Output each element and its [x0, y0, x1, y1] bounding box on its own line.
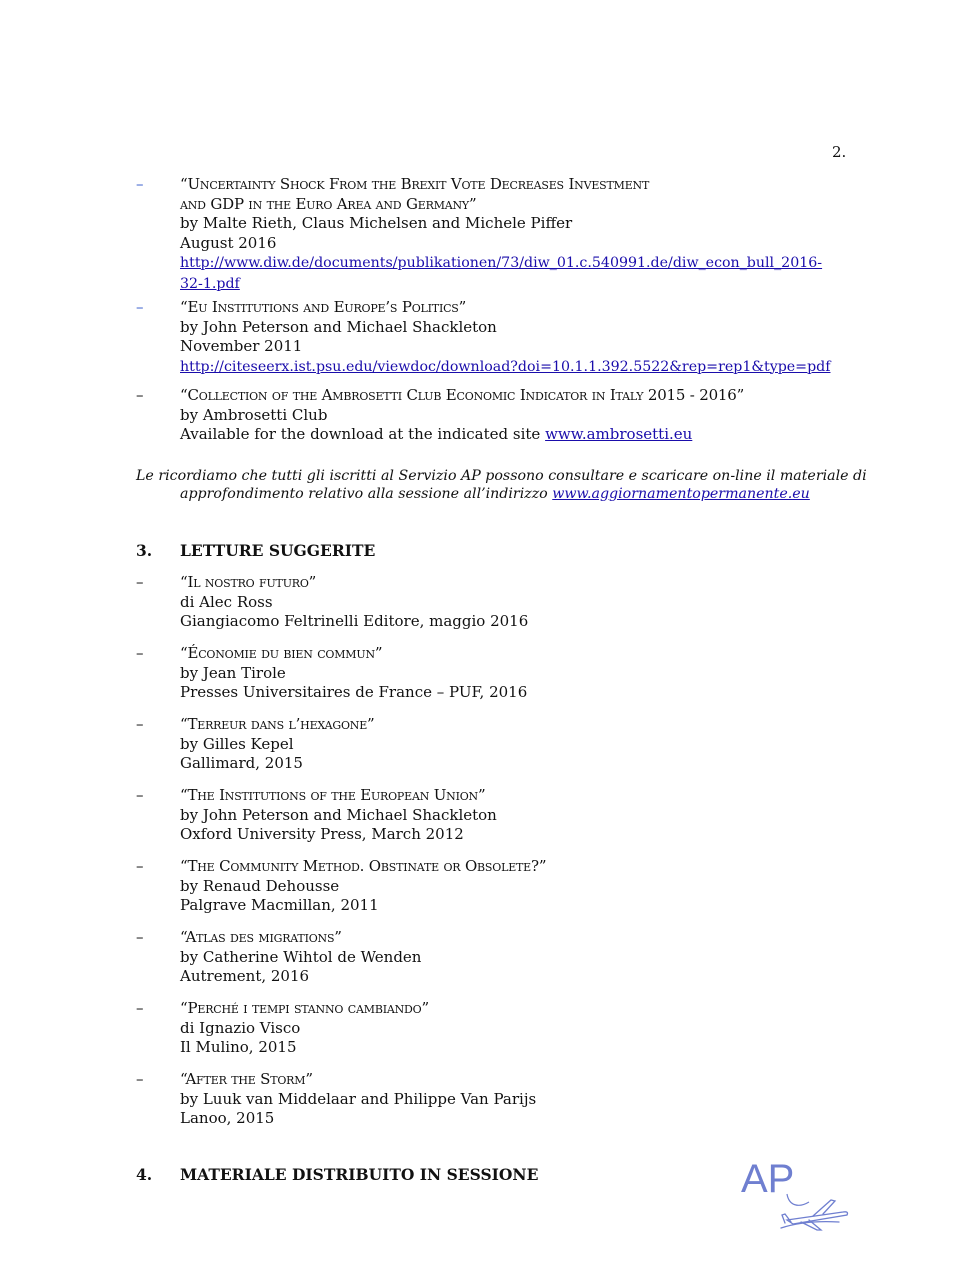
reading-publisher: Presses Universitaires de France – PUF, 2016	[180, 683, 528, 701]
list-dash: –	[136, 715, 144, 733]
reference-link[interactable]: http://citeseerx.ist.psu.edu/viewdoc/download?doi=10.1.1.392.5522&rep=rep1&type=pdf	[180, 358, 831, 375]
reading-publisher: Il Mulino, 2015	[180, 1038, 297, 1056]
logo-text: AP	[741, 1157, 795, 1201]
ap-logo	[735, 1150, 855, 1235]
reading-item	[180, 857, 840, 916]
reading-title: “After the Storm”	[180, 1070, 313, 1088]
access-note	[136, 467, 867, 503]
reference-date: August 2016	[180, 233, 277, 252]
reading-title: “The Institutions of the European Union”	[180, 786, 486, 804]
reference-date: November 2011	[180, 337, 303, 355]
reference-author: by Malte Rieth, Claus Michelsen and Michele Piffer	[180, 214, 573, 232]
reference-item	[180, 298, 840, 377]
reference-link[interactable]: 32-1.pdf	[180, 275, 240, 292]
section-title: LETTURE SUGGERITE	[180, 541, 376, 560]
reference-title: “Eu Institutions and Europe’s Politics”	[180, 298, 467, 316]
reading-author: di Ignazio Visco	[180, 1018, 301, 1037]
reading-publisher: Autrement, 2016	[180, 967, 310, 985]
reading-publisher: Palgrave Macmillan, 2011	[180, 896, 379, 914]
reading-author: by Luuk van Middelaar and Philippe Van Parijs	[180, 1089, 537, 1108]
reading-item	[180, 999, 840, 1058]
reference-author: by John Peterson and Michael Shackleton	[180, 317, 497, 336]
reading-item	[180, 786, 840, 845]
ambrosetti-link[interactable]: www.ambrosetti.eu	[545, 425, 693, 443]
reading-item	[180, 715, 840, 774]
section-title: MATERIALE DISTRIBUITO IN SESSIONE	[180, 1165, 539, 1184]
reading-title: “Terreur dans l’hexagone”	[180, 715, 375, 733]
list-dash: –	[136, 386, 144, 404]
reading-author: by Renaud Dehousse	[180, 876, 340, 895]
reading-publisher: Gallimard, 2015	[180, 754, 303, 772]
note-line: Le ricordiamo che tutti gli iscritti al Servizio AP possono consultare e scaricare on-line il materiale di	[136, 468, 867, 484]
reference-title: and GDP in the Euro Area and Germany”	[180, 194, 477, 213]
reading-author: by Catherine Wihtol de Wenden	[180, 947, 422, 966]
list-dash: –	[136, 857, 144, 875]
reading-item	[180, 644, 840, 703]
reference-item	[180, 386, 840, 445]
reading-publisher: Lanoo, 2015	[180, 1109, 275, 1127]
list-dash: –	[136, 644, 144, 662]
reading-author: by Gilles Kepel	[180, 734, 294, 753]
list-dash: –	[136, 928, 144, 946]
reference-title: “Uncertainty Shock From the Brexit Vote Decreases Investment	[180, 175, 650, 193]
availability-text: Available for the download at the indicated site	[180, 425, 541, 443]
reading-item	[180, 928, 840, 987]
list-dash: –	[136, 999, 144, 1017]
reading-author: by John Peterson and Michael Shackleton	[180, 805, 497, 824]
page-number: 2.	[832, 143, 847, 161]
reference-title: “Collection of the Ambrosetti Club Economic Indicator in Italy 2015 - 2016”	[180, 386, 745, 404]
reading-item	[180, 573, 840, 632]
reference-item	[180, 175, 840, 294]
reading-publisher: Oxford University Press, March 2012	[180, 825, 464, 843]
list-dash: –	[136, 786, 144, 804]
reading-publisher: Giangiacomo Feltrinelli Editore, maggio 2016	[180, 612, 529, 630]
reference-link[interactable]: http://www.diw.de/documents/publikationen/73/diw_01.c.540991.de/diw_econ_bull_2016-	[180, 255, 823, 271]
reading-title: “Perché i tempi stanno cambiando”	[180, 999, 429, 1017]
reading-title: “Atlas des migrations”	[180, 928, 342, 946]
list-dash: –	[136, 573, 144, 591]
section-number: 4.	[136, 1165, 153, 1184]
section-heading	[136, 1165, 538, 1184]
reading-title: “Économie du bien commun”	[180, 644, 383, 662]
reading-title: “Il nostro futuro”	[180, 573, 317, 591]
note-line: approfondimento relativo alla sessione all’indirizzo	[180, 486, 548, 502]
aggiornamento-link[interactable]: www.aggiornamentopermanente.eu	[552, 486, 810, 502]
reading-author: di Alec Ross	[180, 592, 273, 611]
airplane-icon	[781, 1200, 848, 1230]
reference-author: by Ambrosetti Club	[180, 405, 328, 424]
section-heading	[136, 541, 375, 560]
list-dash: –	[136, 1070, 144, 1088]
reading-item	[180, 1070, 840, 1129]
list-dash: –	[136, 175, 144, 193]
section-number: 3.	[136, 541, 153, 560]
reading-author: by Jean Tirole	[180, 663, 286, 682]
list-dash: –	[136, 298, 144, 316]
reading-title: “The Community Method. Obstinate or Obsolete?”	[180, 857, 547, 875]
